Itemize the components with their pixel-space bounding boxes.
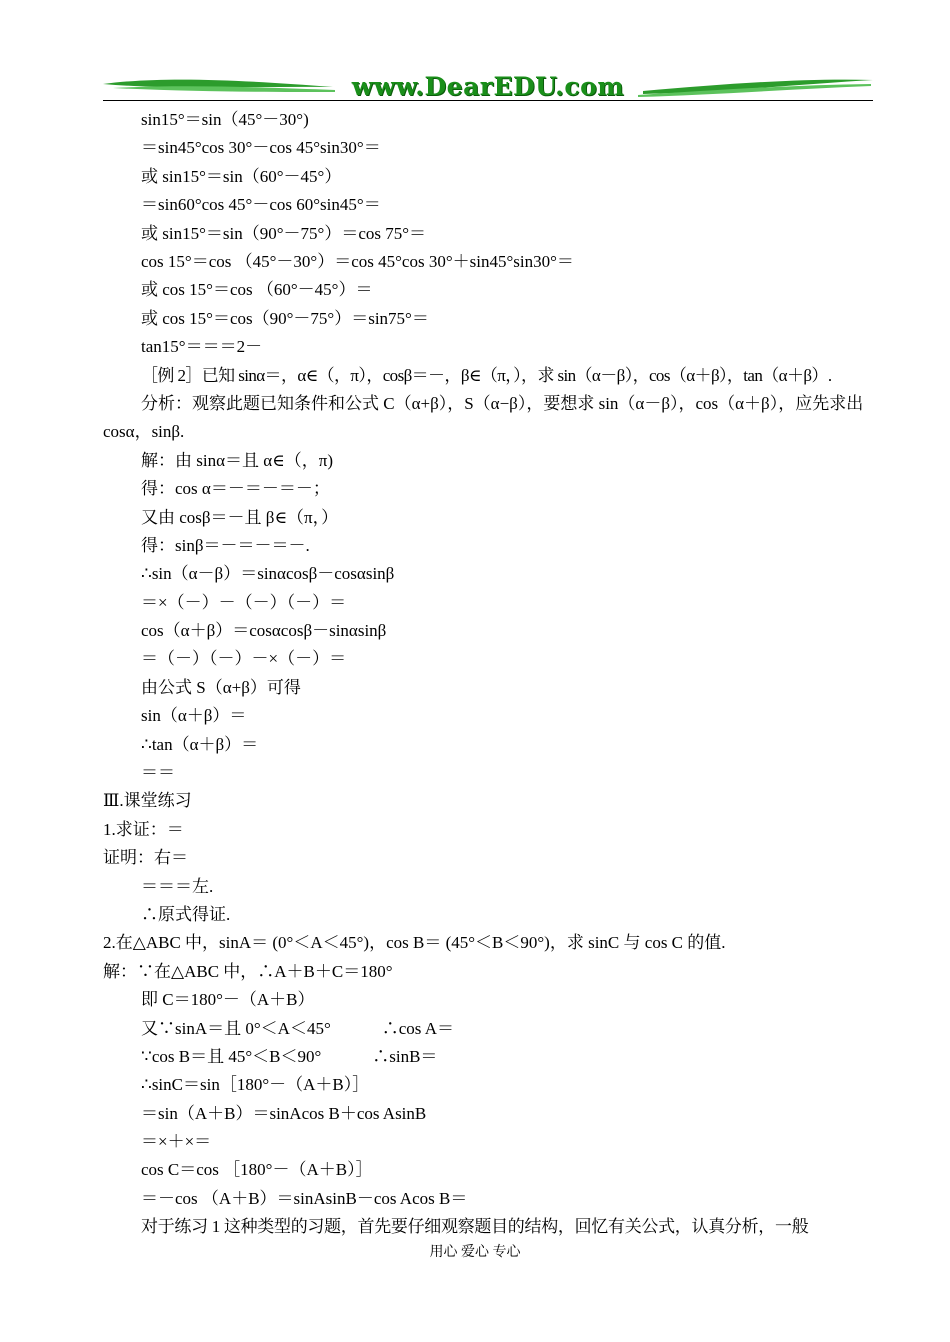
text-line: 解：∵在△ABC 中，∴A＋B＋C＝180° (103, 961, 393, 981)
text-line: ＝＝＝左. (141, 876, 214, 896)
site-header (103, 70, 873, 104)
text-line: ＝×（－）－（－）（－）＝ (141, 592, 347, 612)
text-line: 得：sinβ＝－＝－＝－. (141, 535, 310, 555)
document-body (103, 106, 873, 1242)
text-line: 即 C＝180°－（A＋B） (141, 990, 315, 1010)
text-line: ＝×＋×＝ (141, 1132, 212, 1152)
text-line: ＝sin60°cos 45°－cos 60°sin45°＝ (141, 195, 381, 215)
text-line: ∴sin（α－β）＝sinαcosβ－cosαsinβ (141, 564, 395, 584)
page-footer: 用心 爱心 专心 (429, 1245, 521, 1260)
text-line: 由公式 S（α+β）可得 (141, 677, 301, 697)
text-line: 解：由 sinα＝且 α∈（，π) (141, 450, 333, 470)
text-line: 或 sin15°＝sin（90°－75°）＝cos 75°＝ (141, 223, 427, 243)
text-line: 或 cos 15°＝cos（90°－75°）＝sin75°＝ (141, 308, 429, 328)
exercise-1: 1.求证：＝ (103, 819, 184, 839)
text-line: 证明：右＝ (103, 848, 188, 868)
text-line: 又由 cosβ＝－且 β∈（π，） (141, 507, 339, 527)
example-2-statement: ［例 2］已知 sinα＝，α∈（，π），cosβ＝－，β∈（π，），求 sin（α－β），cos（α＋β），tan（α＋β）. (141, 365, 832, 385)
text-line: tan15°＝＝＝2－ (141, 337, 263, 357)
text-line: ∴tan（α＋β）＝ (141, 734, 259, 754)
text-line: ∵cos B＝且 45°＜B＜90° ∴sinB＝ (141, 1046, 438, 1066)
text-line: ＝sin（A＋B）＝sinAcos B＋cos AsinB (141, 1103, 427, 1123)
exercise-2: 2.在△ABC 中，sinA＝ (0°＜A＜45°)，cos B＝ (45°＜B＜90°)，求 sinC 与 cos C 的值. (103, 933, 726, 953)
text-line: ＝（－）（－）－×（－）＝ (141, 649, 347, 669)
header-divider (103, 100, 873, 101)
site-logo: www.DearEDU.com (351, 72, 625, 101)
text-line: 又∵sinA＝且 0°＜A＜45° ∴cos A＝ (141, 1018, 454, 1038)
text-line: ＝sin45°cos 30°－cos 45°sin30°＝ (141, 138, 381, 158)
text-line: 或 sin15°＝sin（60°－45°） (141, 166, 342, 186)
text-line: sin15°＝sin（45°－30°) (141, 110, 309, 129)
section-heading: Ⅲ.课堂练习 (103, 791, 192, 811)
text-line: ∴sinC＝sin［180°－（A＋B）］ (141, 1075, 370, 1095)
text-line: 得：cos α＝－＝－＝－； (141, 479, 330, 499)
text-line: 或 cos 15°＝cos （60°－45°）＝ (141, 280, 373, 300)
text-line: sin（α＋β）＝ (141, 706, 247, 726)
text-line: cos C＝cos ［180°－（A＋B）］ (141, 1160, 373, 1180)
analysis-text: 分析：观察此题已知条件和公式 C（α+β），S（α−β），要想求 sin（α－β），cos（α＋β），应先求出 cosα，sinβ. (103, 393, 864, 442)
analysis-paragraph (103, 390, 873, 447)
text-line: cos 15°＝cos （45°－30°）＝cos 45°cos 30°＋sin45°sin30°＝ (141, 251, 574, 271)
text-line: cos（α＋β）＝cosαcosβ－sinαsinβ (141, 621, 387, 641)
text-line: ＝－cos （A＋B）＝sinAsinB－cos Acos B＝ (141, 1188, 468, 1208)
text-line: ∴原式得证. (141, 904, 231, 924)
text-line: ＝＝ (141, 763, 175, 783)
text-line: 对于练习 1 这种类型的习题，首先要仔细观察题目的结构，回忆有关公式，认真分析，一般 (141, 1217, 809, 1237)
